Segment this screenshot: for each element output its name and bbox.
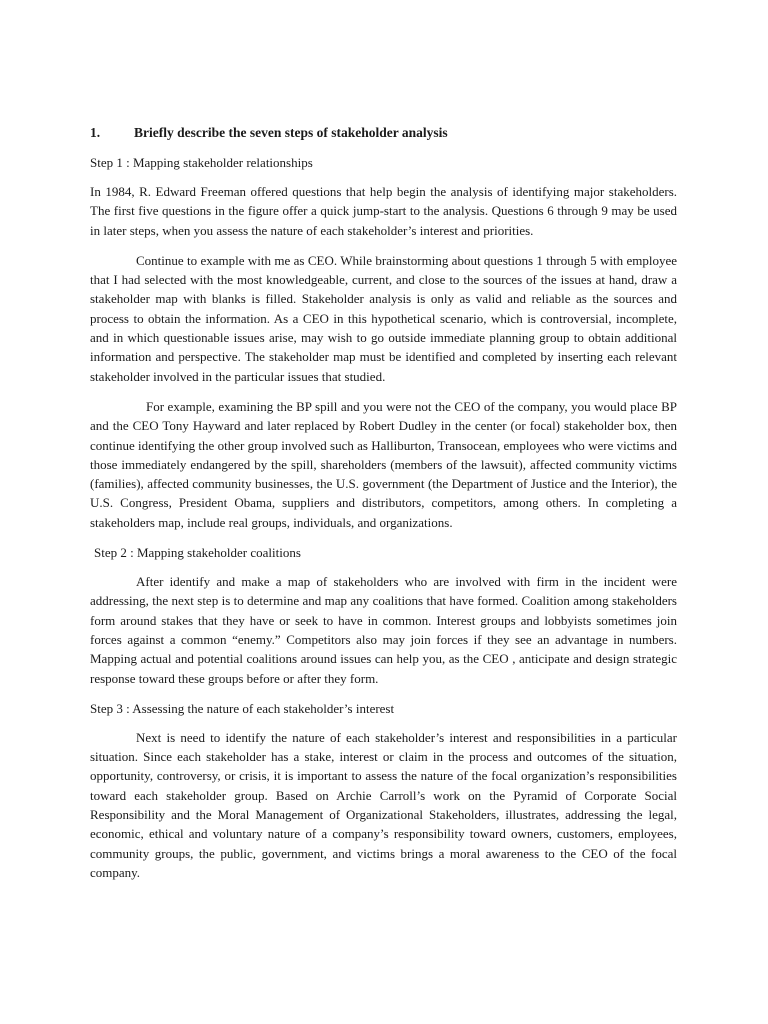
question-number: 1. [90, 125, 101, 140]
question-heading [90, 124, 677, 142]
step-1-paragraph-1: In 1984, R. Edward Freeman offered questions that help begin the analysis of identifying major stakeholders. The first five questions in the figure offer a quick jump-start to the analysis. Questions 6 through 9 may be used in later steps, when you assess the nature of each stakeholder’s interest and priorities. [90, 184, 677, 238]
step-1-paragraph-3: For example, examining the BP spill and you were not the CEO of the company, you would place BP and the CEO Tony Hayward and later replaced by Robert Dudley in the center (or focal) stakeholder box, then continue identifying the other group involved such as Halliburton, Transocean, employees who were victims and those immediately endangered by the spill, shareholders (members of the lawsuit), affected community victims (families), affected community businesses, the U.S. government (the Department of Justice and the Interior), the U.S. Congress, President Obama, suppliers and distributors, competitors, among others. In completing a stakeholders map, include real groups, individuals, and organizations. [90, 398, 677, 530]
step-3-title: Step 3 : Assessing the nature of each stakeholder’s interest [90, 700, 395, 716]
step-1-paragraph-2: Continue to example with me as CEO. While brainstorming about questions 1 through 5 with employee that I had selected with the most knowledgeable, current, and close to the sources of the issues at hand, draw a stakeholder map with blanks is filled. Stakeholder analysis is only as valid and reliable as the sources and process to obtain the information. As a CEO in this hypothetical scenario, which is controversial, incomplete, and in which questionable issues arise, may wish to go outside immediate planning group to obtain additional information and perspective. The stakeholder map must be identified and completed by inserting each relevant stakeholder involved in the particular issues that studied. [90, 252, 677, 384]
step-3-paragraph-1: Next is need to identify the nature of each stakeholder’s interest and responsibilities in a particular situation. Since each stakeholder has a stake, interest or claim in the process and outcomes of the situation, opportunity, controversy, or crisis, it is important to assess the nature of the focal organization’s responsibilities toward each stakeholder group. Based on Archie Carroll’s work on the Pyramid of Corporate Social Responsibility and the Moral Management of Organizational Stakeholders, illustrates, addressing the legal, economic, ethical and voluntary nature of a company’s responsibility toward owners, customers, employees, community groups, the public, government, and victims brings a moral awareness to the CEO of the focal company. [90, 729, 677, 880]
step-1-title: Step 1 : Mapping stakeholder relationships [90, 155, 313, 170]
step-2-title: Step 2 : Mapping stakeholder coalitions [94, 545, 301, 561]
document-body [90, 124, 677, 893]
question-title: Briefly describe the seven steps of stakeholder analysis [134, 125, 448, 140]
step-2-paragraph-1: After identify and make a map of stakeholders who are involved with firm in the incident were addressing, the next step is to determine and map any coalitions that have formed. Coalition among stakeholders form around stakes that they have or seek to have in common. Interest groups and lobbyists sometimes join forces against a common “enemy.” Competitors also may join forces if they see an advantage in numbers. Mapping actual and potential coalitions around issues can help you, as the CEO , anticipate and design strategic response toward these groups before or after they form. [90, 574, 677, 686]
